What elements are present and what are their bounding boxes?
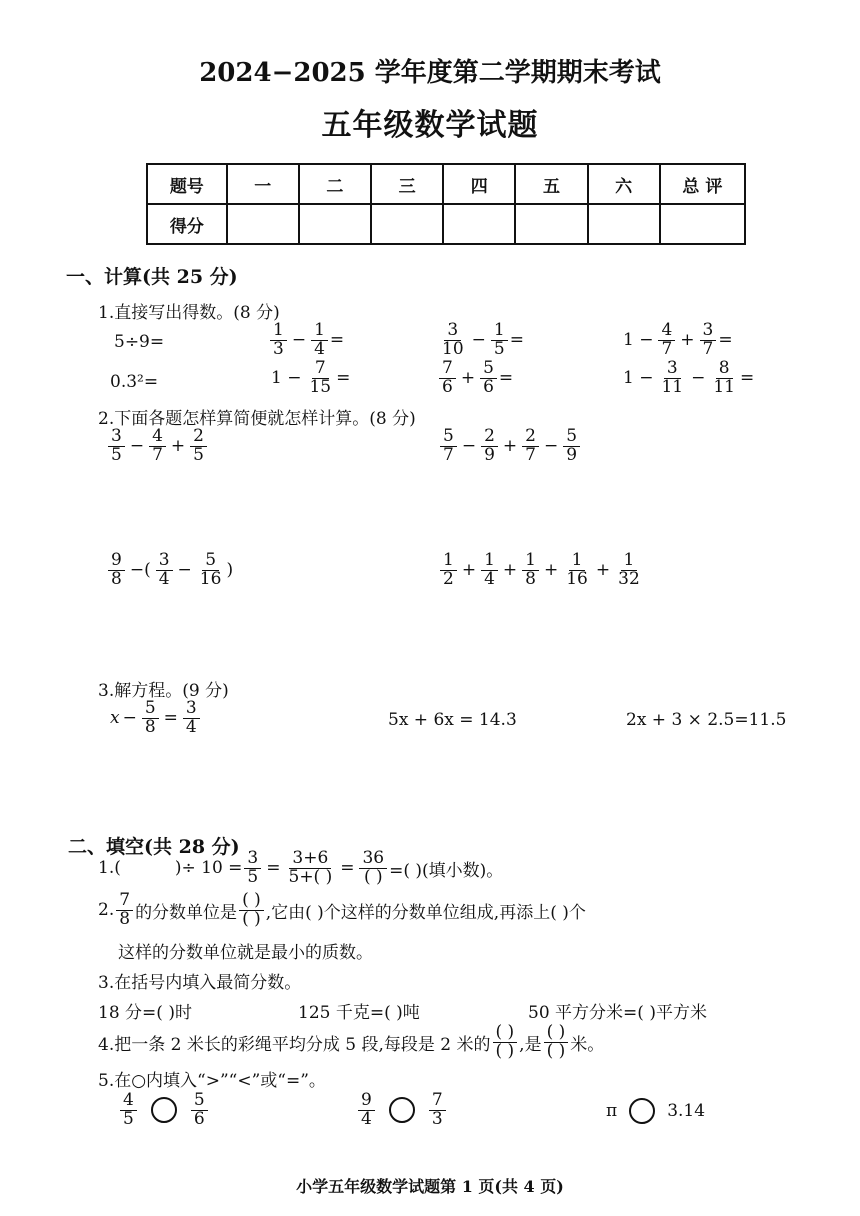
operator: − (543, 436, 559, 457)
numerator: ( ) (544, 1024, 569, 1043)
equation-2: 5x + 6x = 14.3 (388, 710, 517, 730)
operator: + (170, 436, 186, 457)
numerator: 5 (191, 1092, 208, 1111)
numerator: 9 (108, 552, 125, 571)
exam-subtitle: 五年级数学试题 (321, 108, 539, 143)
denominator: 5 (493, 338, 505, 359)
score-label: 得分 (147, 204, 227, 244)
fraction (658, 322, 675, 359)
fraction (481, 552, 498, 589)
denominator: 15 (309, 376, 332, 397)
numerator: 7 (116, 892, 133, 911)
numerator: 1 (440, 552, 457, 571)
denominator: 6 (193, 1108, 205, 1129)
score-table (146, 163, 746, 245)
numerator: 2 (481, 428, 498, 447)
operator: −( (129, 560, 151, 581)
calc-2 (268, 322, 344, 359)
fraction (440, 428, 457, 465)
denominator: 6 (442, 376, 453, 397)
q1-2-title: 2.下面各题怎样算简便就怎样计算。(8 分) (98, 409, 416, 429)
exam-title: 2024−2025 学年度第二学期期末考试 (199, 58, 661, 88)
simplify-3 (106, 552, 233, 589)
fraction (563, 428, 580, 465)
score-cell: 二 (299, 164, 371, 204)
fraction (190, 428, 207, 465)
score-cell: 题号 (147, 164, 227, 204)
text: )÷ 10 = (174, 858, 243, 879)
denominator: 11 (661, 376, 684, 397)
denominator: 4 (484, 568, 495, 589)
fill-2-line2: 这样的分数单位就是最小的质数。 (118, 943, 373, 963)
numerator: ( ) (239, 892, 264, 911)
numerator: 3 (444, 322, 461, 341)
equation-1 (110, 700, 202, 737)
denominator: 8 (525, 568, 536, 589)
score-table-score-row (147, 204, 745, 244)
blank-fraction[interactable] (544, 1024, 569, 1061)
compare-circle[interactable] (389, 1097, 415, 1123)
denominator: 16 (566, 568, 588, 589)
denominator: 3 (431, 1108, 443, 1129)
fraction (481, 428, 498, 465)
score-cell: 四 (443, 164, 515, 204)
simplify-4 (438, 552, 645, 589)
fraction (658, 360, 686, 397)
equals: = (163, 708, 178, 729)
score-blank[interactable] (515, 204, 587, 244)
denominator: 2 (443, 568, 454, 589)
denominator: 11 (713, 376, 735, 397)
compare-2 (356, 1092, 448, 1129)
numerator: 5 (202, 552, 219, 571)
numerator: 1 (569, 552, 586, 571)
numerator: 5 (480, 360, 497, 379)
page-footer: 小学五年级数学试题第 1 页(共 4 页) (296, 1177, 564, 1196)
numerator: 1 (481, 552, 498, 571)
blank-fraction[interactable] (239, 892, 264, 929)
fraction (359, 850, 387, 887)
section-1-title: 一、计算(共 25 分) (66, 266, 238, 288)
numerator: 4 (120, 1092, 137, 1111)
calc-text: 5÷9= (114, 332, 165, 352)
fill-3a: 18 分=( )时 (98, 1003, 192, 1023)
denominator: 6 (483, 376, 494, 397)
text: 米。 (570, 1034, 605, 1055)
fill-3-title: 3.在括号内填入最简分数。 (98, 973, 302, 993)
text: 1.( (98, 858, 121, 879)
operator: + (680, 330, 695, 351)
numerator: 3+6 (289, 850, 331, 869)
fraction (710, 360, 738, 397)
q1-1-title: 1.直接写出得数。(8 分) (98, 303, 280, 323)
denominator: 4 (361, 1108, 372, 1129)
fraction (183, 700, 200, 737)
prefix: 1 − (623, 368, 654, 389)
score-cell: 六 (588, 164, 660, 204)
fraction (108, 428, 125, 465)
numerator: 1 (311, 322, 328, 341)
text: 4.把一条 2 米长的彩绳平均分成 5 段,每段是 2 米的 (98, 1034, 491, 1055)
denominator: 7 (702, 338, 714, 359)
pi-symbol: π (606, 1101, 618, 1121)
operator: + (502, 560, 518, 581)
q1-3-title: 3.解方程。(9 分) (98, 681, 229, 701)
compare-1 (118, 1092, 210, 1129)
denominator: 7 (443, 444, 454, 465)
operator: + (460, 368, 476, 389)
calc-8 (620, 360, 754, 397)
numerator: 7 (429, 1092, 446, 1111)
denominator: 7 (152, 444, 163, 465)
score-cell: 五 (515, 164, 587, 204)
section-2-title: 二、填空(共 28 分) (68, 836, 240, 858)
operator: + (502, 436, 518, 457)
score-blank[interactable] (299, 204, 371, 244)
score-cell: 一 (227, 164, 299, 204)
denominator: 8 (144, 716, 156, 737)
fill-3c: 50 平方分米=( )平方米 (528, 1003, 707, 1023)
calc-1 (114, 332, 164, 352)
fraction (615, 552, 643, 589)
blank-fraction[interactable] (493, 1024, 518, 1061)
operator: − (177, 560, 192, 581)
denominator: ( ) (546, 1040, 566, 1061)
calc-3 (437, 322, 524, 359)
compare-circle[interactable] (629, 1098, 655, 1124)
operator: + (543, 560, 559, 581)
fraction (197, 552, 225, 589)
numerator: 3 (244, 850, 261, 869)
numerator: 3 (183, 700, 200, 719)
numerator: 36 (359, 850, 387, 869)
numerator: ( ) (493, 1024, 518, 1043)
equals: = (340, 858, 355, 879)
fraction (429, 1092, 446, 1129)
denominator: 4 (158, 568, 170, 589)
numerator: 3 (700, 322, 717, 341)
denominator: 5 (123, 1108, 134, 1129)
numerator: 5 (142, 700, 159, 719)
text: 的分数单位是 (135, 902, 238, 923)
denominator: ( ) (242, 908, 261, 929)
numerator: 3 (108, 428, 125, 447)
equation-3: 2x + 3 × 2.5=11.5 (626, 710, 787, 730)
fraction (149, 428, 166, 465)
denominator: 16 (199, 568, 222, 589)
calc-5 (110, 372, 158, 392)
score-blank[interactable] (660, 204, 745, 244)
simplify-1 (106, 428, 209, 465)
denominator[interactable]: ( ) (363, 866, 383, 887)
operator: − (691, 368, 706, 389)
prefix: 1 − (271, 368, 302, 389)
calc-text: 0.3²= (110, 372, 159, 392)
denominator: ( ) (495, 1040, 515, 1061)
simplify-2 (438, 428, 582, 465)
calc-4 (620, 322, 733, 359)
denominator: 9 (566, 444, 578, 465)
denominator: 7 (525, 444, 536, 465)
fill-4 (98, 1024, 604, 1061)
denominator: 10 (442, 338, 464, 359)
score-cell: 三 (371, 164, 443, 204)
denominator: 8 (111, 568, 122, 589)
numerator: 1 (621, 552, 638, 571)
fraction (563, 552, 591, 589)
denominator: 3 (273, 338, 284, 359)
fraction (439, 322, 467, 359)
denominator: 5 (247, 866, 259, 887)
equals: = (329, 330, 345, 351)
operator: + (595, 560, 611, 581)
numerator: 7 (312, 360, 329, 379)
fill-3b: 125 千克=( )吨 (298, 1003, 420, 1023)
numerator: 1 (491, 322, 508, 341)
fraction (522, 552, 539, 589)
equals: = (740, 368, 755, 389)
denominator: 5 (111, 444, 122, 465)
score-cell: 总 评 (660, 164, 745, 204)
operator: + (461, 560, 477, 581)
fill-5-title: 5.在○内填入“>”“<”或“=”。 (98, 1071, 326, 1091)
fraction (311, 322, 328, 359)
operator: − (129, 436, 145, 457)
fraction (306, 360, 334, 397)
equals: = (498, 368, 514, 389)
denominator: 8 (119, 908, 131, 929)
numerator: 2 (522, 428, 539, 447)
numerator: 5 (440, 428, 457, 447)
operator: − (291, 330, 307, 351)
score-blank[interactable] (588, 204, 660, 244)
calc-7 (437, 360, 513, 397)
numerator: 9 (358, 1092, 375, 1111)
denominator: 4 (185, 716, 197, 737)
fraction (156, 552, 173, 589)
score-blank[interactable] (443, 204, 515, 244)
fraction (700, 322, 717, 359)
denominator: 9 (484, 444, 495, 465)
fill-2 (98, 892, 586, 929)
variable: x (110, 708, 120, 729)
fraction (142, 700, 159, 737)
equals: = (336, 368, 351, 389)
compare-circle[interactable] (151, 1097, 177, 1123)
numerator: 4 (658, 322, 675, 341)
numerator: 3 (156, 552, 173, 571)
number: 3.14 (667, 1101, 706, 1121)
operator: − (471, 330, 486, 351)
score-table-header-row (147, 164, 745, 204)
denominator: 32 (618, 568, 640, 589)
fraction (358, 1092, 375, 1129)
fraction (270, 322, 287, 359)
text: ,它由( )个这样的分数单位组成,再添上( )个 (265, 902, 586, 923)
fraction (120, 1092, 137, 1129)
calc-6 (268, 360, 350, 397)
fraction (108, 552, 125, 589)
denominator: 7 (661, 338, 673, 359)
text: =( )(填小数)。 (389, 860, 504, 881)
numerator: 8 (716, 360, 733, 379)
score-blank[interactable] (227, 204, 299, 244)
denominator[interactable]: 5+( ) (288, 866, 333, 887)
numerator: 7 (439, 360, 456, 379)
equals: = (509, 330, 524, 351)
close-paren: ) (226, 560, 234, 581)
equals: = (718, 330, 733, 351)
numerator: 1 (270, 322, 287, 341)
prefix: 1 − (623, 330, 654, 351)
fraction (522, 428, 539, 465)
denominator: 5 (193, 444, 204, 465)
fill-1 (98, 850, 503, 887)
operator: − (461, 436, 477, 457)
fraction (440, 552, 457, 589)
fraction (491, 322, 508, 359)
operator: − (122, 708, 137, 729)
numerator: 4 (149, 428, 166, 447)
compare-3 (606, 1098, 705, 1124)
numerator: 1 (522, 552, 539, 571)
fraction (439, 360, 456, 397)
denominator: 4 (314, 338, 325, 359)
score-blank[interactable] (371, 204, 443, 244)
numerator: 3 (664, 360, 681, 379)
equals: = (266, 858, 281, 879)
fraction (286, 850, 336, 887)
numerator: 5 (563, 428, 580, 447)
fraction (191, 1092, 208, 1129)
fraction (480, 360, 497, 397)
numerator: 2 (190, 428, 207, 447)
text: 2. (98, 900, 115, 921)
fraction (116, 892, 133, 929)
text: ,是 (519, 1034, 542, 1055)
fraction (244, 850, 261, 887)
